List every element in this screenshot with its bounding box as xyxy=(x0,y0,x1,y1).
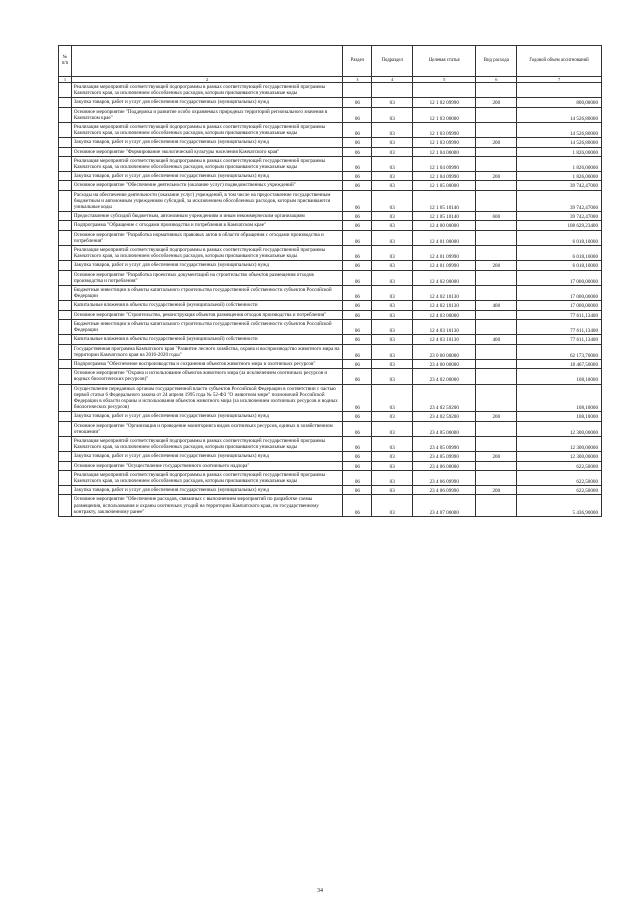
cell-name: Закупка товаров, работ и услуг для обеспечения государственных (муниципальных) нужд xyxy=(71,412,343,421)
cell-section: 06 xyxy=(343,270,372,285)
cell-kind xyxy=(476,190,517,212)
cell-article: 12 1 05 10140 xyxy=(413,212,476,221)
cell-kind xyxy=(476,319,517,334)
cell-sum: 39 742,47000 xyxy=(517,212,602,221)
cell-subsection: 03 xyxy=(372,181,413,190)
cell-num xyxy=(59,461,72,470)
cell-section: 06 xyxy=(343,335,372,344)
cell-article: 12 4 03 10130 xyxy=(413,335,476,344)
cell-subsection: 03 xyxy=(372,190,413,212)
cell-kind xyxy=(476,344,517,359)
cell-sum: 77 611,13400 xyxy=(517,335,602,344)
cell-kind xyxy=(476,230,517,245)
cell-name: Капитальные вложения в объекты государственной (муниципальной) собственности xyxy=(71,335,343,344)
cell-article: 23 4 06 09990 xyxy=(413,486,476,495)
cell-subsection: 03 xyxy=(372,310,413,319)
cell-article: 12 1 03 00000 xyxy=(413,107,476,122)
cell-num xyxy=(59,98,72,107)
cell-article: 12 1 04 00000 xyxy=(413,147,476,156)
cell-kind xyxy=(476,107,517,122)
cell-sum: 1 826,00000 xyxy=(517,172,602,181)
table-row xyxy=(59,221,602,230)
cell-section: 06 xyxy=(343,190,372,212)
cell-article: 12 4 01 00000 xyxy=(413,230,476,245)
cell-subsection: 03 xyxy=(372,421,413,436)
table-row xyxy=(59,230,602,245)
cell-kind xyxy=(476,384,517,412)
cell-subsection: 03 xyxy=(372,138,413,147)
cell-article: 12 4 02 10130 xyxy=(413,286,476,301)
cell-article: 23 4 05 09990 xyxy=(413,436,476,451)
table-row xyxy=(59,147,602,156)
cell-section: 06 xyxy=(343,421,372,436)
cell-num xyxy=(59,123,72,138)
cell-article: 12 4 02 10130 xyxy=(413,301,476,310)
cell-section: 06 xyxy=(343,344,372,359)
cell-section: 06 xyxy=(343,123,372,138)
cell-sum: 12 300,00000 xyxy=(517,452,602,461)
cell-sum: 77 611,13400 xyxy=(517,310,602,319)
cell-subsection: 03 xyxy=(372,147,413,156)
table-row xyxy=(59,156,602,171)
cell-sum: 1 826,00000 xyxy=(517,147,602,156)
table-row xyxy=(59,495,602,517)
cell-name: Подпрограмма "Обеспечение воспроизводства и сохранения объектов животного мира и охотничьих ресурсов" xyxy=(71,359,343,368)
cell-subsection: 03 xyxy=(372,98,413,107)
cell-num xyxy=(59,261,72,270)
cell-sum: 17 000,00000 xyxy=(517,286,602,301)
cell-kind xyxy=(476,369,517,384)
table-row xyxy=(59,83,602,98)
table-row xyxy=(59,486,602,495)
cell-name: Государственная программа Камчатского края "Развитие лесного хозяйства, охрана и воспроизводство животного мира на территории Камчатского края на 2016-2020 годы" xyxy=(71,344,343,359)
cell-sum: 108,10000 xyxy=(517,369,602,384)
cell-name: Реализация мероприятий соответствующей подпрограммы в рамках соответствующей государственной программы Камчатского края, за исключением обособленных расходов, которым присваиваются уникальные коды xyxy=(71,436,343,451)
cell-section xyxy=(343,83,372,98)
cell-article: 12 1 04 09990 xyxy=(413,172,476,181)
cell-sum: 6 018,10000 xyxy=(517,261,602,270)
cell-kind xyxy=(476,270,517,285)
cell-sum: 18 467,50000 xyxy=(517,359,602,368)
cell-subsection: 03 xyxy=(372,261,413,270)
cell-article: 23 4 06 00000 xyxy=(413,461,476,470)
cell-kind: 200 xyxy=(476,261,517,270)
cell-section: 06 xyxy=(343,495,372,517)
cell-name: Закупка товаров, работ и услуг для обеспечения государственных (муниципальных) нужд xyxy=(71,172,343,181)
cell-num xyxy=(59,369,72,384)
column-number: 7 xyxy=(517,77,602,83)
cell-num xyxy=(59,270,72,285)
cell-name: Подпрограмма "Обращение с отходами производства и потребления в Камчатском крае" xyxy=(71,221,343,230)
cell-sum: 108 629,23400 xyxy=(517,221,602,230)
cell-sum: 14 526,80000 xyxy=(517,123,602,138)
cell-num xyxy=(59,212,72,221)
cell-num xyxy=(59,83,72,98)
cell-section: 06 xyxy=(343,286,372,301)
cell-article: 12 1 03 09990 xyxy=(413,123,476,138)
cell-num xyxy=(59,138,72,147)
cell-article: 12 4 01 09990 xyxy=(413,246,476,261)
cell-section: 06 xyxy=(343,319,372,334)
cell-kind: 200 xyxy=(476,452,517,461)
cell-subsection: 03 xyxy=(372,344,413,359)
cell-sum xyxy=(517,83,602,98)
column-number: 2 xyxy=(71,77,343,83)
table-row xyxy=(59,369,602,384)
cell-name: Основное мероприятие "Обеспечение расходов, связанных с выполнением мероприятий по разработке схемы размещения, использования и охраны охотничьих угодий на территории Камчатского края, по государственному контракту, заключенному ранее" xyxy=(71,495,343,517)
cell-subsection: 03 xyxy=(372,221,413,230)
cell-name: Закупка товаров, работ и услуг для обеспечения государственных (муниципальных) нужд xyxy=(71,98,343,107)
cell-name: Основное мероприятие "Формирование экологической культуры населения Камчатского края" xyxy=(71,147,343,156)
cell-num xyxy=(59,452,72,461)
cell-subsection: 03 xyxy=(372,230,413,245)
header-num: № п/п xyxy=(59,46,72,77)
cell-section: 06 xyxy=(343,246,372,261)
table-row xyxy=(59,344,602,359)
cell-section: 06 xyxy=(343,369,372,384)
cell-section: 06 xyxy=(343,230,372,245)
cell-article: 12 1 02 09990 xyxy=(413,98,476,107)
cell-kind xyxy=(476,246,517,261)
table-row xyxy=(59,212,602,221)
cell-name: Расходы на обеспечение деятельности (оказание услуг) учреждений, в том числе на предоставление государственным бюджетным и автономным учреждениям субсидий, за исключением обособленных расходов, которым присваиваются уникальные коды xyxy=(71,190,343,212)
cell-sum: 39 742,47000 xyxy=(517,181,602,190)
column-number: 3 xyxy=(343,77,372,83)
cell-name: Основное мероприятие "Охрана и использование объектов животного мира (за исключением охотничьих ресурсов и водных биологических ресурсов)" xyxy=(71,369,343,384)
table-row xyxy=(59,359,602,368)
cell-subsection: 03 xyxy=(372,470,413,485)
cell-subsection: 03 xyxy=(372,172,413,181)
cell-article: 23 4 02 59200 xyxy=(413,412,476,421)
cell-num xyxy=(59,107,72,122)
page-number: 34 xyxy=(317,888,323,894)
cell-sum: 12 300,00000 xyxy=(517,421,602,436)
cell-name: Бюджетные инвестиции в объекты капитального строительства государственной собственности субъектов Российской Федерации xyxy=(71,286,343,301)
cell-name: Закупка товаров, работ и услуг для обеспечения государственных (муниципальных) нужд xyxy=(71,486,343,495)
cell-article: 12 4 01 09990 xyxy=(413,261,476,270)
cell-num xyxy=(59,436,72,451)
cell-sum: 14 526,80000 xyxy=(517,107,602,122)
cell-num xyxy=(59,221,72,230)
cell-name: Основное мероприятие "Обеспечение деятельности (оказание услуг) подведомственных учреждений" xyxy=(71,181,343,190)
table-row xyxy=(59,461,602,470)
cell-section: 06 xyxy=(343,138,372,147)
cell-num xyxy=(59,310,72,319)
table-row xyxy=(59,190,602,212)
cell-sum: 622,50000 xyxy=(517,461,602,470)
cell-kind: 600 xyxy=(476,212,517,221)
cell-section: 06 xyxy=(343,470,372,485)
cell-name: Реализация мероприятий соответствующей подпрограммы в рамках соответствующей государственной программы Камчатского края, за исключением обособленных расходов, которым присваиваются уникальные коды xyxy=(71,83,343,98)
cell-article: 12 1 05 00000 xyxy=(413,181,476,190)
cell-subsection: 03 xyxy=(372,123,413,138)
table-row xyxy=(59,470,602,485)
cell-num xyxy=(59,335,72,344)
cell-subsection: 03 xyxy=(372,107,413,122)
cell-sum: 6 018,10000 xyxy=(517,246,602,261)
cell-sum: 622,50000 xyxy=(517,470,602,485)
cell-subsection: 03 xyxy=(372,270,413,285)
cell-name: Реализация мероприятий соответствующей подпрограммы в рамках соответствующей государственной программы Камчатского края, за исключением обособленных расходов, которым присваиваются уникальные коды xyxy=(71,470,343,485)
cell-section: 06 xyxy=(343,359,372,368)
cell-subsection: 03 xyxy=(372,156,413,171)
cell-sum: 12 300,00000 xyxy=(517,436,602,451)
cell-num xyxy=(59,147,72,156)
cell-article: 12 1 04 09990 xyxy=(413,156,476,171)
cell-subsection: 03 xyxy=(372,452,413,461)
cell-kind xyxy=(476,83,517,98)
cell-sum: 14 526,80000 xyxy=(517,138,602,147)
cell-section: 06 xyxy=(343,384,372,412)
cell-article: 12 1 05 10140 xyxy=(413,190,476,212)
cell-subsection xyxy=(372,83,413,98)
cell-num xyxy=(59,319,72,334)
cell-num xyxy=(59,172,72,181)
cell-article: 23 4 05 00000 xyxy=(413,421,476,436)
table-body xyxy=(59,83,602,517)
cell-sum: 17 000,00000 xyxy=(517,301,602,310)
table-row xyxy=(59,123,602,138)
cell-name: Закупка товаров, работ и услуг для обеспечения государственных (муниципальных) нужд xyxy=(71,261,343,270)
cell-kind xyxy=(476,495,517,517)
column-number: 1 xyxy=(59,77,72,83)
cell-kind xyxy=(476,421,517,436)
cell-section: 06 xyxy=(343,261,372,270)
table-row xyxy=(59,261,602,270)
cell-kind xyxy=(476,181,517,190)
cell-kind xyxy=(476,147,517,156)
cell-section: 06 xyxy=(343,98,372,107)
cell-sum: 62 173,70000 xyxy=(517,344,602,359)
cell-num xyxy=(59,359,72,368)
cell-subsection: 03 xyxy=(372,212,413,221)
cell-num xyxy=(59,230,72,245)
cell-section: 06 xyxy=(343,412,372,421)
header-kind: Вид расхода xyxy=(476,46,517,77)
cell-section: 06 xyxy=(343,461,372,470)
cell-kind xyxy=(476,221,517,230)
cell-section: 06 xyxy=(343,301,372,310)
cell-num xyxy=(59,301,72,310)
cell-num xyxy=(59,181,72,190)
header-name xyxy=(71,46,343,77)
table-row xyxy=(59,412,602,421)
cell-name: Бюджетные инвестиции в объекты капитального строительства государственной собственности субъектов Российской Федерации xyxy=(71,319,343,334)
header-article: Целевая статья xyxy=(413,46,476,77)
cell-kind: 200 xyxy=(476,98,517,107)
cell-num xyxy=(59,470,72,485)
cell-section: 06 xyxy=(343,452,372,461)
column-number: 6 xyxy=(476,77,517,83)
cell-section: 06 xyxy=(343,147,372,156)
cell-kind xyxy=(476,461,517,470)
table-row xyxy=(59,181,602,190)
header-subsection: Подраздел xyxy=(372,46,413,77)
cell-article: 12 4 00 00000 xyxy=(413,221,476,230)
cell-subsection: 03 xyxy=(372,335,413,344)
cell-article: 12 4 02 00000 xyxy=(413,270,476,285)
cell-sum: 800,00000 xyxy=(517,98,602,107)
cell-kind: 200 xyxy=(476,172,517,181)
cell-name: Основное мероприятие "Осуществление государственного охотничьего надзора" xyxy=(71,461,343,470)
budget-table xyxy=(58,45,602,517)
cell-article: 23 4 02 00000 xyxy=(413,369,476,384)
table-row xyxy=(59,421,602,436)
cell-name: Предоставление субсидий бюджетным, автономным учреждениям и иным некоммерческим организациям xyxy=(71,212,343,221)
cell-section: 06 xyxy=(343,181,372,190)
cell-name: Основное мероприятие "Разработка нормативных правовых актов в области обращения с отходами производства и потребления" xyxy=(71,230,343,245)
cell-sum: 108,10000 xyxy=(517,412,602,421)
cell-sum: 1 826,00000 xyxy=(517,156,602,171)
cell-sum: 77 611,13400 xyxy=(517,319,602,334)
cell-sum: 5 436,90000 xyxy=(517,495,602,517)
cell-subsection: 03 xyxy=(372,384,413,412)
cell-name: Основное мероприятие "Организация и проведение мониторинга видов охотничьих ресурсов, единых в хозяйственном отношении" xyxy=(71,421,343,436)
cell-subsection: 03 xyxy=(372,461,413,470)
table-row xyxy=(59,452,602,461)
cell-kind: 200 xyxy=(476,412,517,421)
table-row xyxy=(59,335,602,344)
cell-num xyxy=(59,495,72,517)
cell-article xyxy=(413,83,476,98)
cell-subsection: 03 xyxy=(372,246,413,261)
cell-section: 06 xyxy=(343,310,372,319)
table-row xyxy=(59,246,602,261)
column-number: 5 xyxy=(413,77,476,83)
cell-section: 06 xyxy=(343,172,372,181)
cell-name: Основное мероприятие "Строительство, реконструкция объектов размещения отходов производства и потребления" xyxy=(71,310,343,319)
cell-kind xyxy=(476,470,517,485)
cell-subsection: 03 xyxy=(372,369,413,384)
cell-article: 23 4 02 59200 xyxy=(413,384,476,412)
header-sum: Годовой объем ассигнований xyxy=(517,46,602,77)
cell-subsection: 03 xyxy=(372,359,413,368)
table-row xyxy=(59,138,602,147)
cell-section: 06 xyxy=(343,212,372,221)
cell-num xyxy=(59,384,72,412)
table-row xyxy=(59,310,602,319)
cell-subsection: 03 xyxy=(372,319,413,334)
table-row xyxy=(59,319,602,334)
cell-name: Осуществление переданных органам государственной власти субъектов Российской Федерации в соответствии с частью первой статьи 6 Федерального закона от 24 апреля 1995 года № 52-ФЗ "О животном мире" полномочий Российской Федерации в области охраны и использования объектов животного мира (за исключением охотничьих ресурсов и водных биологических ресурсов) xyxy=(71,384,343,412)
cell-section: 06 xyxy=(343,156,372,171)
cell-name: Закупка товаров, работ и услуг для обеспечения государственных (муниципальных) нужд xyxy=(71,138,343,147)
cell-sum: 39 742,47000 xyxy=(517,190,602,212)
cell-kind xyxy=(476,156,517,171)
cell-name: Основное мероприятие "Поддержка и развитие особо охраняемых природных территорий регионального значения в Камчатском крае" xyxy=(71,107,343,122)
cell-kind: 400 xyxy=(476,301,517,310)
cell-subsection: 03 xyxy=(372,486,413,495)
cell-subsection: 03 xyxy=(372,436,413,451)
cell-kind xyxy=(476,436,517,451)
cell-subsection: 03 xyxy=(372,301,413,310)
cell-num xyxy=(59,156,72,171)
cell-kind xyxy=(476,123,517,138)
table-row xyxy=(59,384,602,412)
cell-num xyxy=(59,344,72,359)
cell-kind xyxy=(476,359,517,368)
cell-subsection: 03 xyxy=(372,495,413,517)
cell-article: 12 4 03 00000 xyxy=(413,310,476,319)
cell-num xyxy=(59,421,72,436)
table-row xyxy=(59,286,602,301)
cell-sum: 622,50000 xyxy=(517,486,602,495)
cell-article: 23 0 00 00000 xyxy=(413,344,476,359)
cell-subsection: 03 xyxy=(372,412,413,421)
table-row xyxy=(59,98,602,107)
cell-article: 23 4 05 09990 xyxy=(413,452,476,461)
table-row xyxy=(59,107,602,122)
cell-name: Реализация мероприятий соответствующей подпрограммы в рамках соответствующей государственной программы Камчатского края, за исключением обособленных расходов, которым присваиваются уникальные коды xyxy=(71,246,343,261)
cell-kind xyxy=(476,286,517,301)
cell-sum: 108,10000 xyxy=(517,384,602,412)
cell-section: 06 xyxy=(343,436,372,451)
cell-article: 12 4 03 10130 xyxy=(413,319,476,334)
cell-article: 23 4 06 09990 xyxy=(413,470,476,485)
table-row xyxy=(59,172,602,181)
cell-num xyxy=(59,486,72,495)
cell-name: Основное мероприятие "Разработка проектных документаций на строительство объектов размещения отходов производства и потребления" xyxy=(71,270,343,285)
cell-name: Реализация мероприятий соответствующей подпрограммы в рамках соответствующей государственной программы Камчатского края, за исключением обособленных расходов, которым присваиваются уникальные коды xyxy=(71,156,343,171)
table-row xyxy=(59,301,602,310)
cell-num xyxy=(59,246,72,261)
cell-num xyxy=(59,412,72,421)
column-number: 4 xyxy=(372,77,413,83)
cell-article: 23 4 00 00000 xyxy=(413,359,476,368)
cell-sum: 17 000,00000 xyxy=(517,270,602,285)
cell-num xyxy=(59,190,72,212)
cell-kind: 200 xyxy=(476,486,517,495)
cell-name: Закупка товаров, работ и услуг для обеспечения государственных (муниципальных) нужд xyxy=(71,452,343,461)
cell-kind: 200 xyxy=(476,138,517,147)
cell-kind xyxy=(476,310,517,319)
table-header-row xyxy=(59,46,602,77)
cell-kind: 400 xyxy=(476,335,517,344)
cell-name: Реализация мероприятий соответствующей подпрограммы в рамках соответствующей государственной программы Камчатского края, за исключением обособленных расходов, которым присваиваются уникальные коды xyxy=(71,123,343,138)
cell-article: 12 1 03 09990 xyxy=(413,138,476,147)
header-section: Раздел xyxy=(343,46,372,77)
cell-section: 06 xyxy=(343,107,372,122)
cell-name: Капитальные вложения в объекты государственной (муниципальной) собственности xyxy=(71,301,343,310)
cell-article: 23 4 07 00000 xyxy=(413,495,476,517)
cell-num xyxy=(59,286,72,301)
table-row xyxy=(59,436,602,451)
cell-section: 06 xyxy=(343,221,372,230)
cell-section: 06 xyxy=(343,486,372,495)
cell-sum: 6 018,10000 xyxy=(517,230,602,245)
table-row xyxy=(59,270,602,285)
cell-subsection: 03 xyxy=(372,286,413,301)
